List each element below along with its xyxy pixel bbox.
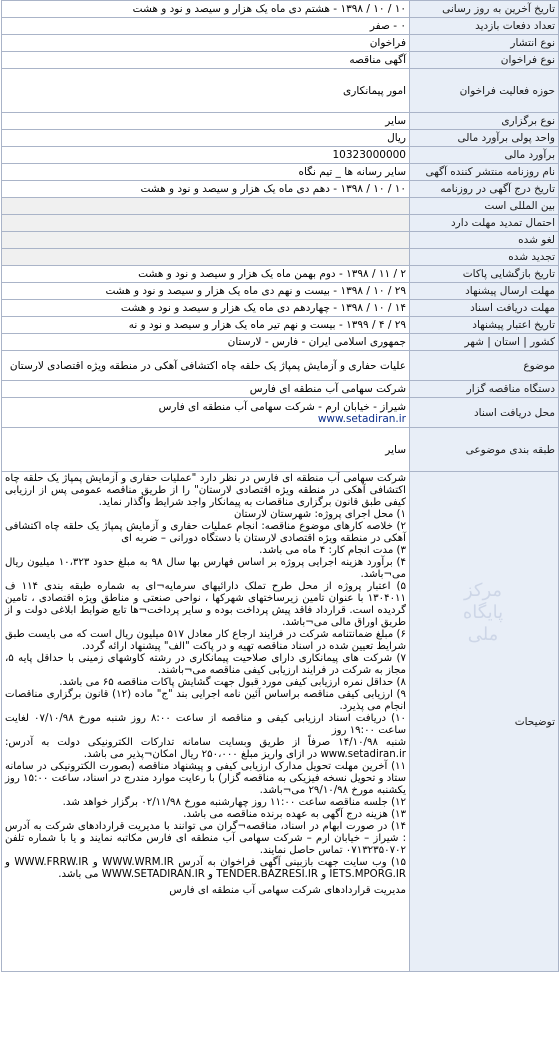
value-call-type: آگهی مناقصه bbox=[2, 52, 410, 69]
label-estimate: برآورد مالی bbox=[410, 147, 559, 164]
label-publish-type: نوع انتشار bbox=[410, 35, 559, 52]
label-submit-deadline: مهلت ارسال پیشنهاد bbox=[410, 283, 559, 300]
label-newspaper: نام روزنامه منتشر کننده آگهی bbox=[410, 164, 559, 181]
row-international bbox=[2, 198, 559, 215]
description-paragraph: ۵) اعتبار پروژه از محل طرح تملک دارائیهای سرمایه¬ای به شماره طبقه بندی ۱۱۴ ف ۱۳۰۴۰۱۱ با عنوان تامین زیرساختهای شهرکها ، نواحی صنعتی و مناطق ویژه اقتصادی ، تامین گردیده است. قرارداد فاقد پیش پرداخت بوده و سایر پرداخت¬ها تابع ضوابط ابلاغی دولت و از طریق اوراق مالی می¬باشد. bbox=[5, 581, 406, 628]
label-call-type: نوع فراخوان bbox=[410, 52, 559, 69]
details-table bbox=[1, 0, 559, 972]
description-paragraph: ۱۵) وب سایت جهت بازبینی آگهی فراخوان به آدرس WWW.WRM.IR و WWW.FRRW.IR و IETS.MPORG.IR و TENDER.BAZRESI.IR و WWW.SETADIRAN.IR می باشد. bbox=[5, 857, 406, 880]
description-paragraph: شنبه ۱۴/۱۰/۹۸ صرفاً از طریق وبسایت سامانه تدارکات الکترونیکی دولت به آدرس: www.setadiran.ir در ازای واریز مبلغ ۲۵۰،۰۰۰ ریال امکان¬پذیر می باشد. bbox=[5, 737, 407, 760]
value-extension bbox=[2, 215, 410, 232]
row-organizer bbox=[2, 381, 559, 398]
description-paragraph: ۱۱) آخرین مهلت تحویل مدارک ارزیابی کیفی و پیشنهاد مناقصه (بصورت الکترونیکی در سامانه ستاد و تحویل نسخه فیزیکی به مناقصه گزار) با رعایت موارد مندرج در اسناد، ساعت ۱۵:۰۰ روز یکشنبه مورخ ۲۹/۱۰/۹۸ می¬باشد. bbox=[5, 761, 406, 796]
value-cancelled bbox=[2, 232, 410, 249]
label-holding-type: نوع برگزاری bbox=[410, 113, 559, 130]
value-category: سایر bbox=[2, 428, 410, 472]
row-docs-deadline bbox=[2, 300, 559, 317]
value-holding-type: سایر bbox=[2, 113, 410, 130]
label-organizer: دستگاه مناقصه گزار bbox=[410, 381, 559, 398]
description-paragraph: ۳) مدت انجام کار: ۴ ماه می باشد. bbox=[259, 545, 406, 556]
value-estimate: 10323000000 bbox=[2, 147, 410, 164]
label-visit-count: تعداد دفعات بازدید bbox=[410, 18, 559, 35]
label-location: کشور | استان | شهر bbox=[410, 334, 559, 351]
label-description: توضیحات bbox=[410, 472, 559, 972]
description-paragraph: ۱۲) جلسه مناقصه ساعت ۱۱:۰۰ روز چهارشنبه مورخ ۰۲/۱۱/۹۸ برگزار خواهد شد. bbox=[62, 797, 406, 808]
value-newspaper: سایر رسانه ها _ تیم نگاه bbox=[2, 164, 410, 181]
value-publish-type: فراخوان bbox=[2, 35, 410, 52]
value-submit-deadline: ۲۹ / ۱۰ / ۱۳۹۸ - بیست و نهم دی ماه یک هزار و سیصد و نود و هشت bbox=[2, 283, 410, 300]
row-subject bbox=[2, 351, 559, 381]
row-holding-type bbox=[2, 113, 559, 130]
label-activity-field: حوزه فعالیت فراخوان bbox=[410, 69, 559, 113]
label-validity-date: تاریخ اعتبار پیشنهاد bbox=[410, 317, 559, 334]
docs-address: شیراز - خیابان ارم - شرکت سهامی آب منطقه ای فارس bbox=[158, 400, 406, 413]
label-international: بین المللی است bbox=[410, 198, 559, 215]
row-submit-deadline bbox=[2, 283, 559, 300]
row-location bbox=[2, 334, 559, 351]
row-call-type bbox=[2, 52, 559, 69]
value-opening-date: ۲ / ۱۱ / ۱۳۹۸ - دوم بهمن ماه یک هزار و سیصد و نود و هشت bbox=[2, 266, 410, 283]
description-signature: مدیریت قراردادهای شرکت سهامی آب منطقه ای فارس bbox=[169, 885, 406, 896]
row-currency bbox=[2, 130, 559, 147]
value-organizer: شرکت سهامی آب منطقه ای فارس bbox=[2, 381, 410, 398]
label-newspaper-date: تاریخ درج آگهی در روزنامه bbox=[410, 181, 559, 198]
value-visit-count: ۰ - صفر bbox=[2, 18, 410, 35]
row-last-update bbox=[2, 1, 559, 18]
value-validity-date: ۲۹ / ۴ / ۱۳۹۹ - بیست و نهم تیر ماه یک هزار و سیصد و نود و نه bbox=[2, 317, 410, 334]
row-newspaper-date bbox=[2, 181, 559, 198]
label-docs-deadline: مهلت دریافت اسناد bbox=[410, 300, 559, 317]
value-subject: علیات حفاری و آزمایش پمپاژ یک حلقه چاه اکتشافی آهکی در منطقه ویژه اقتصادی لارستان bbox=[2, 351, 410, 381]
label-docs-location: محل دریافت اسناد bbox=[410, 398, 559, 428]
row-category bbox=[2, 428, 559, 472]
value-location: جمهوری اسلامی ایران - فارس - لارستان bbox=[2, 334, 410, 351]
row-renewed bbox=[2, 249, 559, 266]
value-description bbox=[2, 472, 410, 972]
value-last-update: ۱۰ / ۱۰ / ۱۳۹۸ - هشتم دی ماه یک هزار و سیصد و نود و هشت bbox=[2, 1, 410, 18]
description-paragraph: ۸) حداقل نمره ارزیابی کیفی مورد قبول جهت گشایش پاکات مناقصه ۶۵ می باشد. bbox=[59, 677, 406, 688]
row-cancelled bbox=[2, 232, 559, 249]
value-activity-field: امور پیمانکاری bbox=[2, 69, 410, 113]
label-last-update: تاریخ آخرین به روز رسانی bbox=[410, 1, 559, 18]
value-docs-deadline: ۱۴ / ۱۰ / ۱۳۹۸ - چهاردهم دی ماه یک هزار و سیصد و نود و هشت bbox=[2, 300, 410, 317]
description-paragraph: ۲) خلاصه کارهای موضوع مناقصه: انجام عملیات حفاری و آزمایش پمپاژ یک حلقه چاه اکتشافی آهکی در منطقه ویژه اقتصادی لارستان با دستگاه دورانی – ضربه ای bbox=[5, 521, 406, 544]
value-currency: ریال bbox=[2, 130, 410, 147]
description-paragraph: ۱) محل اجرای پروژه: شهرستان لارستان bbox=[234, 509, 406, 520]
label-currency: واحد پولی برآورد مالی bbox=[410, 130, 559, 147]
value-renewed bbox=[2, 249, 410, 266]
description-paragraph: شرکت سهامی آب منطقه ای فارس در نظر دارد "عملیات حفاری و آزمایش پمپاژ یک حلقه چاه اکتشافی آهکی در منطقه ویژه اقتصادی لارستان" را از طریق مناقصه عمومی پس از ارزیابی کیفی طبق قانون برگزاری مناقصات به پیمانکار واجد شرایط واگذار نماید. bbox=[5, 473, 406, 508]
label-cancelled: لغو شده bbox=[410, 232, 559, 249]
row-activity-field bbox=[2, 69, 559, 113]
label-renewed: تجدید شده bbox=[410, 249, 559, 266]
label-subject: موضوع bbox=[410, 351, 559, 381]
description-paragraph: ۷) شرکت های پیمانکاری دارای صلاحیت پیمانکاری در رشته کاوشهای زمینی با حداقل پایه ۵، مجاز به شرکت در فرایند ارزیابی کیفی مناقصه می¬باشند. bbox=[5, 653, 406, 676]
description-paragraph: ۹) ارزیابی کیفی مناقصه براساس آئین نامه اجرایی بند "ج" ماده (۱۲) قانون برگزاری مناقصات انجام می پذیرد. bbox=[5, 689, 406, 712]
label-opening-date: تاریخ بازگشایی پاکات bbox=[410, 266, 559, 283]
description-paragraph: ۱۳) هزینه درج آگهی به عهده برنده مناقصه می باشد. bbox=[183, 809, 406, 820]
row-extension bbox=[2, 215, 559, 232]
docs-website: www.setadiran.ir bbox=[317, 412, 406, 425]
description-paragraph: ۱۰) دریافت اسناد ارزیابی کیفی و مناقصه از ساعت ۸:۰۰ روز شنبه مورخ ۰۷/۱۰/۹۸ لغایت ساعت ۱۹:۰۰ روز bbox=[5, 713, 407, 736]
description-text bbox=[5, 473, 406, 897]
row-estimate bbox=[2, 147, 559, 164]
value-newspaper-date: ۱۰ / ۱۰ / ۱۳۹۸ - دهم دی ماه یک هزار و سیصد و نود و هشت bbox=[2, 181, 410, 198]
row-description bbox=[2, 472, 559, 972]
label-category: طبقه بندی موضوعی bbox=[410, 428, 559, 472]
tender-details bbox=[1, 0, 559, 972]
row-docs-location bbox=[2, 398, 559, 428]
description-paragraph: ۴) برآورد هزینه اجرایی پروژه بر اساس فهارس بها سال ۹۸ به مبلغ حدود ۱۰،۳۲۳ میلیون ریال می¬باشد. bbox=[5, 557, 406, 580]
description-paragraph: ۶) مبلغ ضمانتنامه شرکت در فرایند ارجاع کار معادل ۵۱۷ میلیون ریال است که می بایست طبق شرایط تعیین شده در اسناد مناقصه تهیه و در پاکت "الف" پیشنهاد ارائه گردد. bbox=[5, 629, 406, 652]
description-paragraph: ۱۴) در صورت ابهام در اسناد، مناقصه¬گران می توانند با مدیریت قراردادهای شرکت به آدرس : شیراز – خیابان ارم – شرکت سهامی آب منطقه ای فارس مکاتبه نمایند و یا با شماره تلفن ۰۷۱۳۲۳۵۰۷۰۲ تماس حاصل نمایند. bbox=[5, 821, 406, 856]
row-newspaper bbox=[2, 164, 559, 181]
row-publish-type bbox=[2, 35, 559, 52]
row-visit-count bbox=[2, 18, 559, 35]
value-international bbox=[2, 198, 410, 215]
value-docs-location bbox=[2, 398, 410, 428]
row-validity-date bbox=[2, 317, 559, 334]
row-opening-date bbox=[2, 266, 559, 283]
label-extension: احتمال تمدید مهلت دارد bbox=[410, 215, 559, 232]
